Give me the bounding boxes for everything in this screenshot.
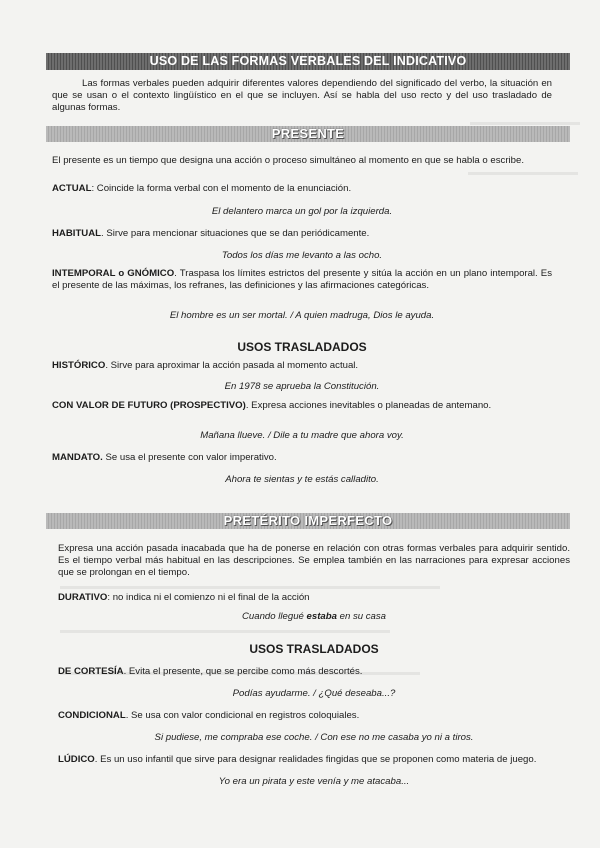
presente-actual: ACTUAL: Coincide la forma verbal con el momento de la enunciación. (52, 183, 352, 194)
section-header-imperfecto: PRETÉRITO IMPERFECTO (46, 513, 570, 529)
presente-historico: HISTÓRICO. Sirve para aproximar la acción pasada al momento actual. (52, 360, 359, 371)
section-header-presente: PRESENTE (46, 126, 570, 142)
example-actual: El delantero marca un gol por la izquierda. (211, 206, 393, 217)
intro-paragraph: Las formas verbales pueden adquirir diferentes valores dependiendo del significado del verbo, la situación en que se usan o el contexto lingüístico en el que se incluyen. Así se habla del uso recto y del uso trasladado de algunas formas. (52, 78, 552, 113)
presente-definition: El presente es un tiempo que designa una acción o proceso simultáneo al momento en que se habla o escribe. (52, 155, 524, 166)
example-condicional: Si pudiese, me compraba ese coche. / Con ese no me casaba yo ni a tiros. (154, 732, 474, 743)
presente-futuro: CON VALOR DE FUTURO (PROSPECTIVO). Expresa acciones inevitables o planeadas de antemano. (52, 400, 492, 411)
example-futuro: Mañana llueve. / Dile a tu madre que ahora voy. (200, 430, 404, 441)
imperfecto-condicional: CONDICIONAL. Se usa con valor condicional en registros coloquiales. (58, 710, 360, 721)
example-intemporal: El hombre es un ser mortal. / A quien madruga, Dios le ayuda. (169, 310, 435, 321)
bleed-through-mark (60, 630, 390, 633)
example-historico: En 1978 se aprueba la Constitución. (224, 381, 380, 392)
bleed-through-mark (468, 172, 578, 175)
example-habitual: Todos los días me levanto a las ocho. (221, 250, 383, 261)
bleed-through-mark (470, 122, 580, 125)
presente-habitual: HABITUAL. Sirve para mencionar situaciones que se dan periódicamente. (52, 228, 370, 239)
example-cortesia: Podías ayudarme. / ¿Qué deseaba...? (232, 688, 396, 699)
usos-trasladados-heading: USOS TRASLADADOS (249, 642, 379, 656)
page-title: USO DE LAS FORMAS VERBALES DEL INDICATIVO (46, 53, 570, 70)
presente-intemporal: INTEMPORAL o GNÓMICO. Traspasa los límites estrictos del presente y sitúa la acción en un plano intemporal. Es el presente de las máximas, los refranes, las definiciones y las afirmaciones categóricas. (52, 268, 552, 291)
example-ludico: Yo era un pirata y este venía y me atacaba... (218, 776, 410, 787)
example-mandato: Ahora te sientas y te estás calladito. (225, 474, 379, 485)
imperfecto-ludico: LÚDICO. Es un uso infantil que sirve para designar realidades fingidas que se proponen como materia de juego. (58, 754, 537, 765)
bleed-through-mark (60, 586, 440, 589)
imperfecto-cortesia: DE CORTESÍA. Evita el presente, que se percibe como más descortés. (58, 666, 363, 677)
presente-mandato: MANDATO. Se usa el presente con valor imperativo. (52, 452, 277, 463)
example-durativo: Cuando llegué estaba en su casa (241, 611, 387, 622)
imperfecto-durativo: DURATIVO: no indica ni el comienzo ni el final de la acción (58, 592, 310, 603)
usos-trasladados-heading: USOS TRASLADADOS (237, 340, 367, 354)
imperfecto-definition: Expresa una acción pasada inacabada que ha de ponerse en relación con otras formas verbales para adquirir sentido. Es el tiempo verbal más habitual en las descripciones. Se emplea también en las narraciones para expresar acciones que se prolongan en el tiempo. (58, 543, 570, 578)
